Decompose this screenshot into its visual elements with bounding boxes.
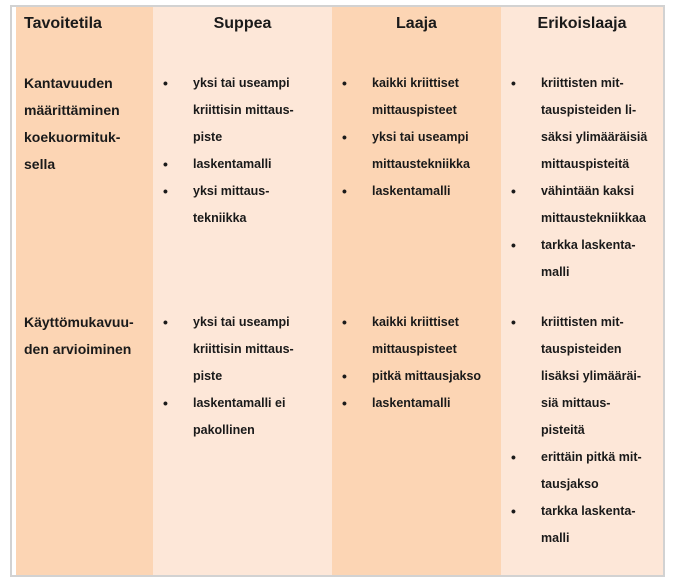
list-item: • laskentamalli xyxy=(332,390,481,417)
column-erikoislaaja xyxy=(501,7,663,575)
list-item: • pitkä mittausjakso xyxy=(332,363,481,390)
requirements-table xyxy=(10,5,665,577)
cell-kayttomukavuus-suppea xyxy=(153,309,294,444)
header-erikoislaaja: Erikoislaaja xyxy=(537,15,627,32)
cell-kantavuus-erikoislaaja xyxy=(501,70,647,286)
cell-kantavuus-laaja xyxy=(332,70,470,205)
cell-kayttomukavuus-laaja xyxy=(332,309,481,417)
list-item: • kaikki kriittiset mittauspisteet xyxy=(332,70,470,124)
header-tavoitetila: Tavoitetila xyxy=(24,15,102,32)
row-title-kayttomukavuus: Käyttömukavuu- den arvioiminen xyxy=(24,314,134,357)
list-item: • kaikki kriittiset mittauspisteet xyxy=(332,309,481,363)
list-item: • tarkka laskenta- malli xyxy=(501,498,642,552)
list-item: • yksi tai useampi kriittisin mittaus- piste xyxy=(153,309,294,390)
list-item: • yksi tai useampi kriittisin mittaus- piste xyxy=(153,70,294,151)
list-item: • erittäin pitkä mit- tausjakso xyxy=(501,444,642,498)
list-item: • laskentamalli xyxy=(153,151,294,178)
list-item: • yksi mittaus- tekniikka xyxy=(153,178,294,232)
list-item: • vähintään kaksi mittaustekniikkaa xyxy=(501,178,647,232)
cell-kayttomukavuus-erikoislaaja xyxy=(501,309,642,552)
cell-kantavuus-suppea xyxy=(153,70,294,232)
header-suppea: Suppea xyxy=(213,15,272,32)
header-laaja: Laaja xyxy=(396,15,437,32)
list-item: • laskentamalli ei pakollinen xyxy=(153,390,294,444)
list-item: • kriittisten mit- tauspisteiden li- säksi ylimääräisiä mittauspisteitä xyxy=(501,70,647,178)
list-item: • laskentamalli xyxy=(332,178,470,205)
list-item: • yksi tai useampi mittaustekniikka xyxy=(332,124,470,178)
column-laaja xyxy=(332,7,501,575)
list-item: • kriittisten mit- tauspisteiden lisäksi ylimääräi- siä mittaus- pisteitä xyxy=(501,309,642,444)
column-suppea xyxy=(153,7,332,575)
column-tavoitetila xyxy=(16,7,153,575)
list-item: • tarkka laskenta- malli xyxy=(501,232,647,286)
row-title-kantavuus: Kantavuuden määrittäminen koekuormituk- sella xyxy=(24,75,121,172)
